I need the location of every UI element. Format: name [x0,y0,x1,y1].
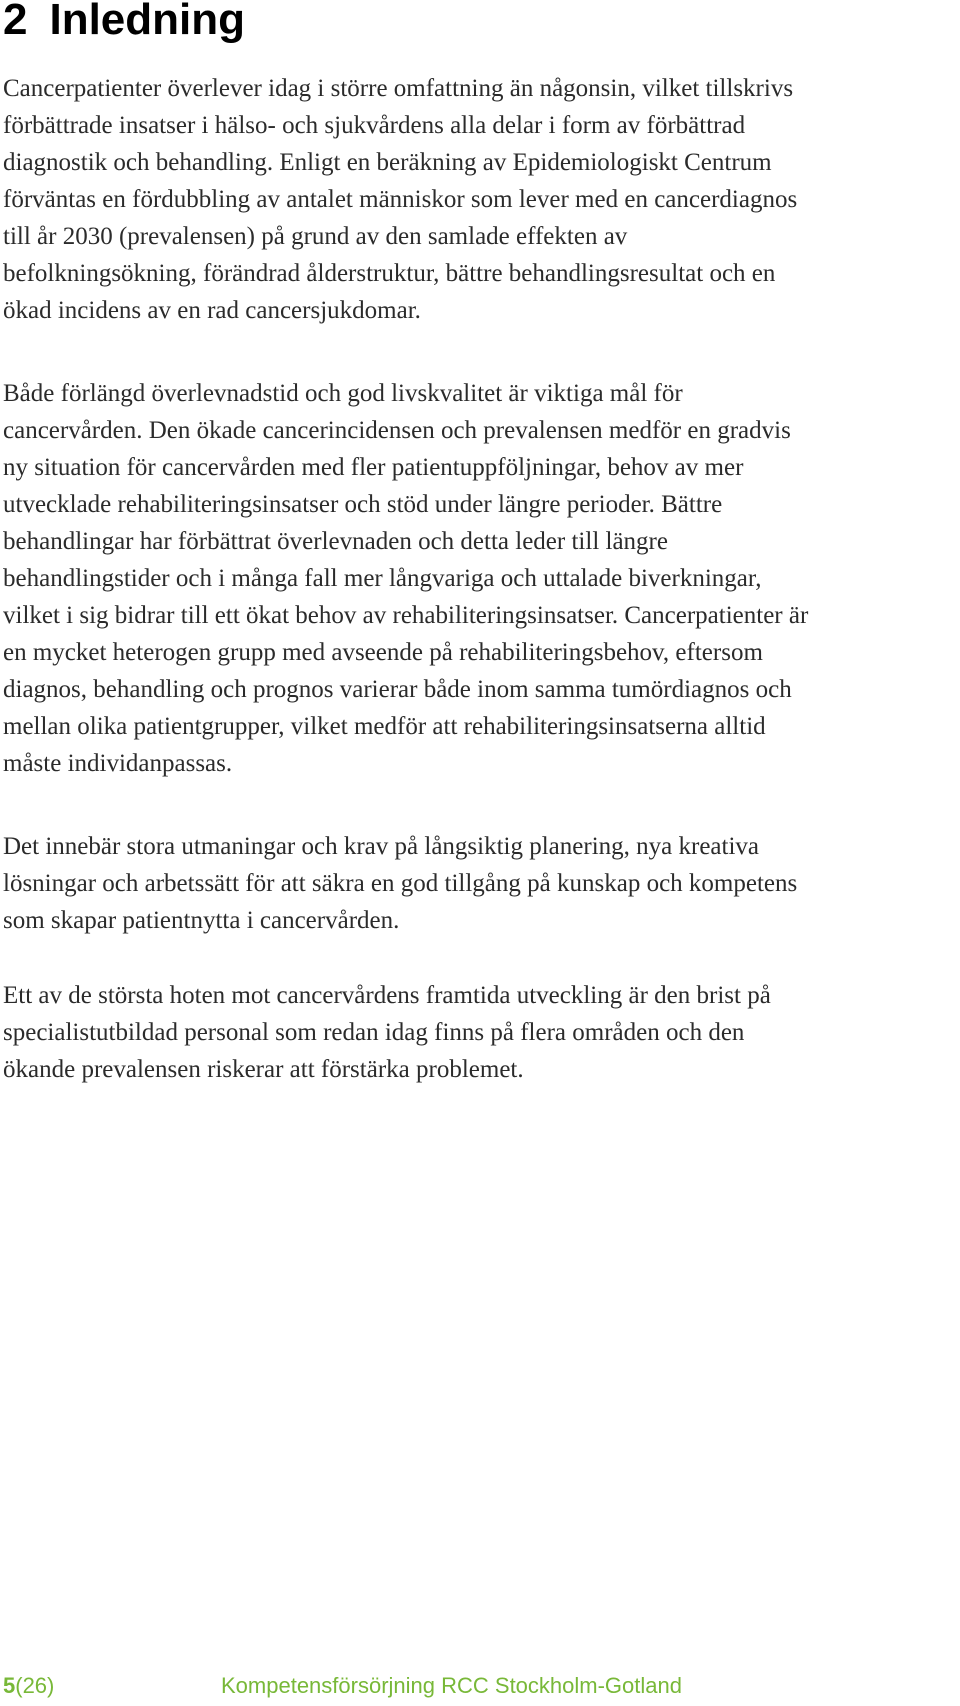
text-line: lösningar och arbetssätt för att säkra en god tillgång på kunskap och kompetens [3,870,798,897]
text-line: förbättrade insatser i hälso- och sjukvårdens alla delar i form av förbättrad [3,112,746,139]
text-line: till år 2030 (prevalensen) på grund av den samlade effekten av [3,223,628,250]
paragraph-1 [3,70,953,329]
text-line: en mycket heterogen grupp med avseende på rehabiliteringsbehov, eftersom [3,639,763,666]
text-line: som skapar patientnytta i cancervården. [3,907,400,934]
text-line: Det innebär stora utmaningar och krav på långsiktig planering, nya kreativa [3,833,759,860]
paragraph-4 [3,977,953,1088]
page-total: (26) [15,1673,55,1698]
paragraph-2 [3,375,953,782]
text-line: diagnos, behandling och prognos varierar både inom samma tumördiagnos och [3,676,792,703]
section-title: Inledning [49,0,246,44]
text-line: behandlingstider och i många fall mer långvariga och uttalade biverkningar, [3,565,762,592]
text-line: cancervården. Den ökade cancerincidensen och prevalensen medför en gradvis [3,417,791,444]
text-line: mellan olika patientgrupper, vilket medför att rehabiliteringsinsatserna alltid [3,713,766,740]
text-line: förväntas en fördubbling av antalet människor som lever med en cancerdiagnos [3,186,798,213]
section-number: 2 [3,0,28,44]
text-line: befolkningsökning, förändrad ålderstruktur, bättre behandlingsresultat och en [3,260,776,287]
page-footer [3,1672,682,1700]
text-line: specialistutbildad personal som redan idag finns på flera områden och den [3,1019,745,1046]
text-line: utvecklade rehabiliteringsinsatser och stöd under längre perioder. Bättre [3,491,723,518]
text-line: ökad incidens av en rad cancersjukdomar. [3,297,421,324]
text-line: Ett av de största hoten mot cancervårdens framtida utveckling är den brist på [3,982,771,1009]
text-line: behandlingar har förbättrat överlevnaden och detta leder till längre [3,528,668,555]
paragraph-3 [3,828,953,939]
text-line: diagnostik och behandling. Enligt en beräkning av Epidemiologiskt Centrum [3,149,772,176]
text-line: Cancerpatienter överlever idag i större omfattning än någonsin, vilket tillskrivs [3,75,794,102]
text-line: ökande prevalensen riskerar att förstärka problemet. [3,1056,524,1083]
text-line: ny situation för cancervården med fler patientuppföljningar, behov av mer [3,454,744,481]
current-page: 5 [3,1673,16,1698]
text-line: vilket i sig bidrar till ett ökat behov av rehabiliteringsinsatser. Cancerpatienter är [3,602,809,629]
document-title: Kompetensförsörjning RCC Stockholm-Gotland [221,1673,682,1698]
text-line: måste individanpassas. [3,750,233,777]
text-line: Både förlängd överlevnadstid och god livskvalitet är viktiga mål för [3,380,683,407]
section-heading [3,0,245,46]
page-number [3,1673,54,1698]
